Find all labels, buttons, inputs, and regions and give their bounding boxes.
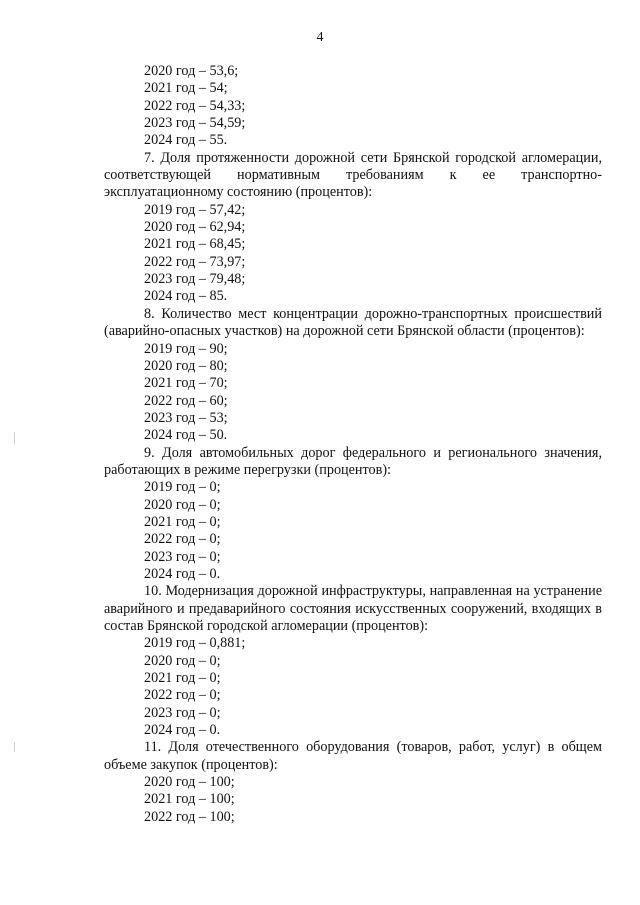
section-heading: 11. Доля отечественного оборудования (товаров, работ, услуг) в общем объеме закупок (процентов): <box>104 739 602 773</box>
year-value-line: 2019 год – 0; <box>144 479 221 496</box>
document-body <box>104 63 602 826</box>
page-number: 4 <box>316 30 324 45</box>
section-heading: 10. Модернизация дорожной инфраструктуры, направленная на устранение аварийного и предаварийного состояния искусственных сооружений, входящих в состав Брянской городской агломерации (процентов): <box>104 583 602 634</box>
year-value-line: 2020 год – 80; <box>144 357 228 374</box>
year-value-line: 2021 год – 0; <box>144 513 221 530</box>
year-value-line: 2021 год – 70; <box>144 375 228 392</box>
year-value-line: 2020 год – 100; <box>144 774 235 791</box>
year-value-line: 2020 год – 0; <box>144 496 221 513</box>
year-value-line: 2019 год – 90; <box>144 340 228 357</box>
year-value-line: 2022 год – 0; <box>144 531 221 548</box>
year-value-line: 2020 год – 53,6; <box>144 63 239 79</box>
section-heading: 9. Доля автомобильных дорог федерального и регионального значения, работающих в режиме перегрузки (процентов): <box>104 444 602 478</box>
section-9 <box>104 445 602 584</box>
year-value-line: 2023 год – 0; <box>144 548 221 565</box>
year-value-line: 2024 год – 55. <box>144 132 228 149</box>
year-value-line: 2023 год – 53; <box>144 409 228 426</box>
left-edge-mark <box>14 432 15 444</box>
year-value-line: 2024 год – 0. <box>144 565 221 582</box>
year-value-line: 2020 год – 0; <box>144 652 221 669</box>
year-value-line: 2022 год – 54,33; <box>144 97 246 114</box>
year-value-line: 2022 год – 60; <box>144 392 228 409</box>
section-10 <box>104 583 602 739</box>
section-heading: 7. Доля протяженности дорожной сети Брянской городской агломерации, соответствующей нормативным требованиям к ее транспортно-эксплуатационному состоянию (процентов): <box>104 149 602 201</box>
year-value-line: 2022 год – 100; <box>144 808 235 825</box>
year-value-line: 2024 год – 0. <box>144 722 221 739</box>
year-value-line: 2021 год – 100; <box>144 791 235 808</box>
year-value-line: 2021 год – 54; <box>144 80 228 97</box>
year-value-line: 2019 год – 57,42; <box>144 201 246 218</box>
year-value-line: 2024 год – 50. <box>144 427 228 444</box>
section-heading: 8. Количество мест концентрации дорожно-транспортных происшествий (аварийно-опасных участков) на дорожной сети Брянской области (процентов): <box>104 305 602 340</box>
year-value-line: 2023 год – 79,48; <box>144 271 246 288</box>
year-value-line: 2021 год – 0; <box>144 670 221 687</box>
top-values-list <box>104 63 602 150</box>
section-11 <box>104 739 602 826</box>
year-value-line: 2023 год – 54,59; <box>144 115 246 132</box>
year-value-line: 2019 год – 0,881; <box>144 635 246 652</box>
year-value-line: 2023 год – 0; <box>144 704 221 721</box>
year-value-line: 2021 год – 68,45; <box>144 236 246 253</box>
section-7 <box>104 150 602 306</box>
section-8 <box>104 306 602 445</box>
year-value-line: 2022 год – 73,97; <box>144 253 246 270</box>
year-value-line: 2022 год – 0; <box>144 687 221 704</box>
year-value-line: 2024 год – 85. <box>144 288 228 305</box>
year-value-line: 2020 год – 62,94; <box>144 219 246 236</box>
left-edge-mark <box>14 742 15 752</box>
